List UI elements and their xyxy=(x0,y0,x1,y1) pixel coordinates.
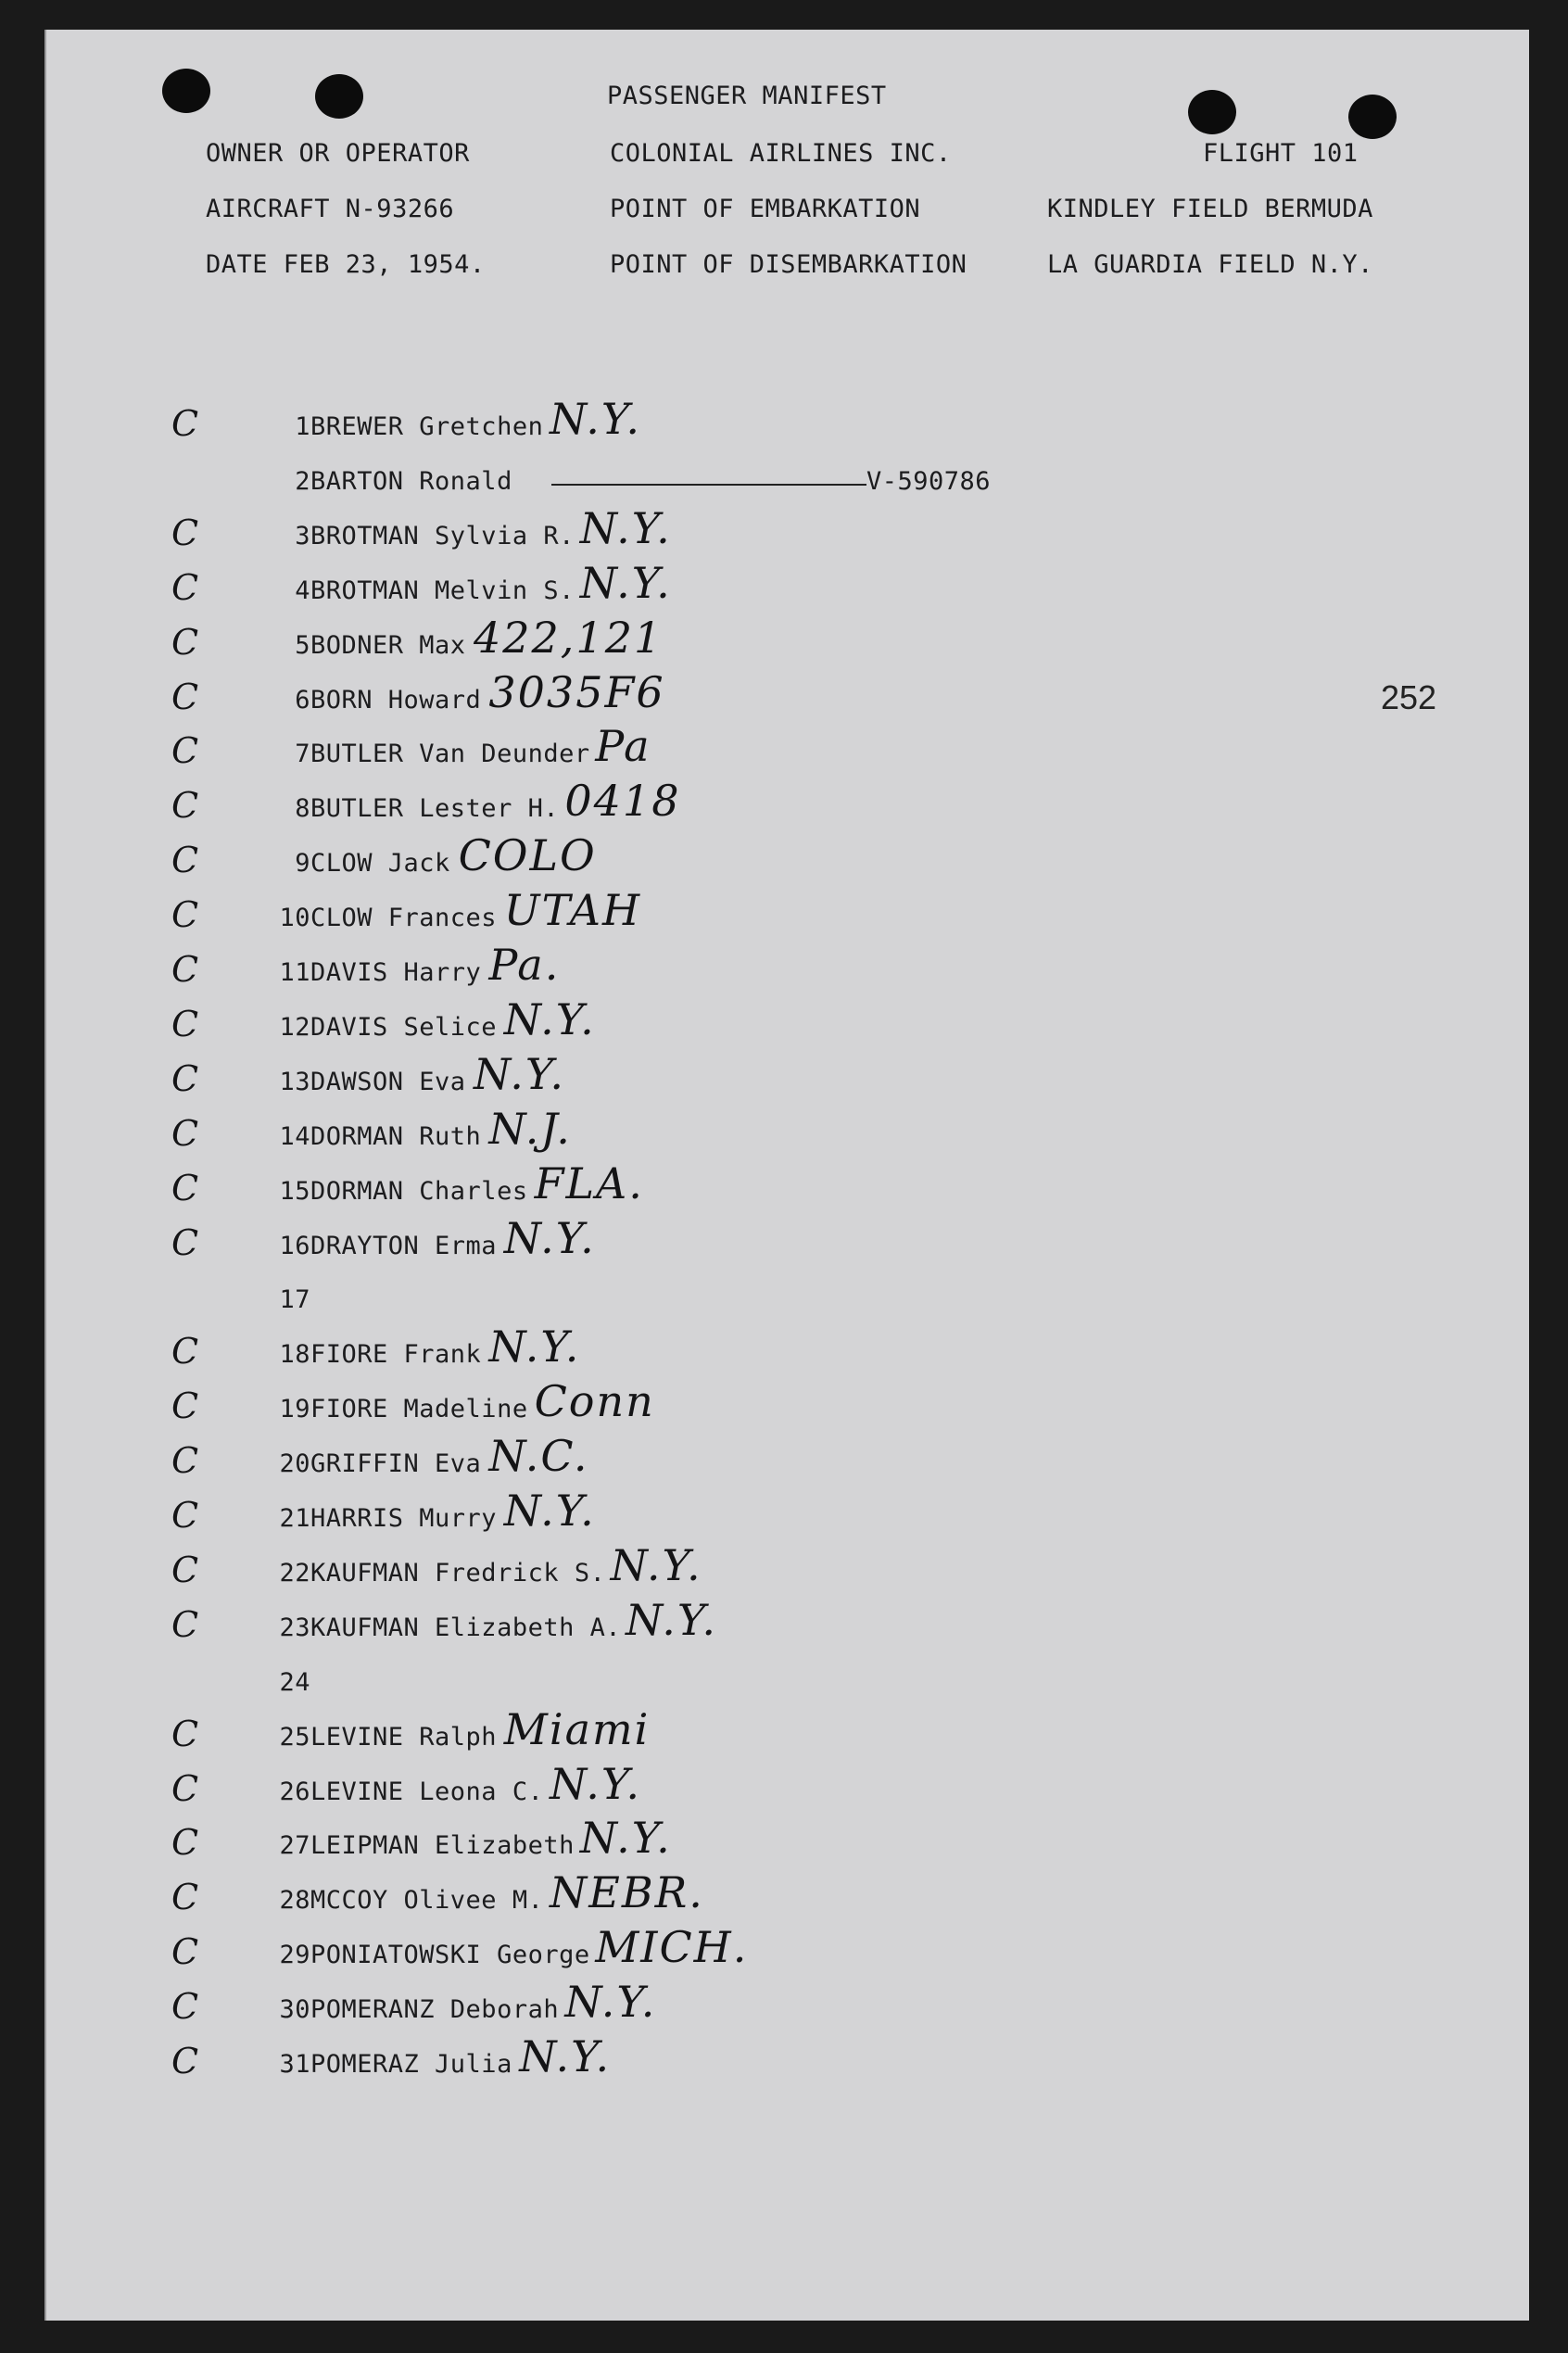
check-mark: C xyxy=(171,1167,199,1208)
punch-hole-right-2 xyxy=(1348,95,1397,139)
passenger-number: 31 xyxy=(279,2050,310,2079)
passenger-number: 25 xyxy=(279,1722,310,1752)
passenger-row xyxy=(46,1486,1529,1550)
passenger-row xyxy=(46,612,1529,677)
check-mark: C xyxy=(171,1986,199,2028)
passenger-name: HARRIS Murry xyxy=(310,1504,498,1533)
passenger-row xyxy=(46,557,1529,623)
passenger-row xyxy=(46,467,1529,513)
passenger-number: 30 xyxy=(279,1995,310,2025)
passenger-name: CLOW Frances xyxy=(310,904,498,933)
aircraft-label: AIRCRAFT N-93266 xyxy=(206,195,455,223)
handwritten-state: N.Y. xyxy=(550,1758,641,1809)
passenger-row xyxy=(46,1322,1529,1386)
passenger-name: BODNER Max xyxy=(310,630,466,660)
passenger-name: GRIFFIN Eva xyxy=(310,1449,482,1479)
check-mark: C xyxy=(171,785,199,827)
handwritten-state: 422,121 xyxy=(474,612,664,663)
passenger-number: 12 xyxy=(279,1012,310,1042)
passenger-number: 15 xyxy=(279,1176,310,1206)
passenger-number: 23 xyxy=(279,1613,310,1642)
passenger-row xyxy=(46,1103,1529,1169)
passenger-number: 2 xyxy=(295,466,310,496)
handwritten-state: N.Y. xyxy=(579,1813,672,1864)
check-mark: C xyxy=(171,1767,199,1809)
passenger-number: 24 xyxy=(279,1667,310,1697)
handwritten-state: N.J. xyxy=(488,1103,572,1154)
check-mark: C xyxy=(171,1877,199,1918)
handwritten-state: Miami xyxy=(503,1703,651,1754)
passenger-number: 7 xyxy=(295,740,310,769)
passenger-row xyxy=(46,1594,1529,1660)
passenger-row xyxy=(46,1285,1529,1332)
passenger-row xyxy=(46,830,1529,895)
manifest-page xyxy=(44,30,1529,2321)
passenger-name: BUTLER Van Deunder xyxy=(310,740,590,769)
passenger-name: POMERAZ Julia xyxy=(310,2050,512,2079)
passenger-name: LEIPMAN Elizabeth xyxy=(310,1831,575,1861)
handwritten-state: N.Y. xyxy=(564,1977,657,2028)
passenger-number: 4 xyxy=(295,576,310,605)
passenger-number: 18 xyxy=(279,1340,310,1370)
handwritten-state: MICH. xyxy=(595,1922,749,1973)
check-mark: C xyxy=(171,676,199,717)
punch-hole-left-1 xyxy=(162,69,210,113)
passenger-name: MCCOY Olivee M. xyxy=(310,1886,544,1916)
handwritten-state: N.C. xyxy=(488,1431,589,1482)
check-mark: C xyxy=(171,403,199,444)
passenger-row xyxy=(46,1922,1529,1987)
passenger-name: DORMAN Ruth xyxy=(310,1121,482,1151)
passenger-name: DAWSON Eva xyxy=(310,1067,466,1096)
passenger-name: LEVINE Ralph xyxy=(310,1722,498,1752)
handwritten-state: Pa. xyxy=(488,940,561,990)
check-mark: C xyxy=(171,1385,199,1427)
check-mark: C xyxy=(171,1549,199,1590)
passenger-number: 27 xyxy=(279,1831,310,1861)
check-mark: C xyxy=(171,1440,199,1482)
passenger-number: 22 xyxy=(279,1558,310,1588)
handwritten-state: Pa xyxy=(595,721,651,772)
check-mark: C xyxy=(171,949,199,990)
passenger-number: 3 xyxy=(295,521,310,550)
handwritten-state: Conn xyxy=(534,1376,655,1427)
passenger-number: 19 xyxy=(279,1395,310,1424)
handwritten-state: N.Y. xyxy=(474,1048,565,1099)
disembarkation-value: LA GUARDIA FIELD N.Y. xyxy=(1047,250,1373,279)
check-mark: C xyxy=(171,1057,199,1099)
check-mark: C xyxy=(171,1221,199,1263)
passenger-name: DRAYTON Erma xyxy=(310,1231,498,1260)
passenger-row xyxy=(46,1376,1529,1441)
check-mark: C xyxy=(171,1495,199,1536)
passenger-row xyxy=(46,940,1529,1005)
handwritten-state: 0418 xyxy=(564,776,681,827)
owner-label: OWNER OR OPERATOR xyxy=(206,139,470,168)
handwritten-state: COLO xyxy=(458,830,597,881)
passenger-name: PONIATOWSKI George xyxy=(310,1941,590,1970)
passenger-name: DAVIS Selice xyxy=(310,1012,498,1042)
punch-hole-left-2 xyxy=(315,74,363,119)
passenger-number: 26 xyxy=(279,1777,310,1806)
passenger-row xyxy=(46,502,1529,568)
passenger-row xyxy=(46,1158,1529,1223)
dash-line xyxy=(551,484,866,486)
passenger-row xyxy=(46,885,1529,950)
passenger-row xyxy=(46,1668,1529,1714)
handwritten-state: NEBR. xyxy=(550,1867,704,1918)
handwritten-state: N.Y. xyxy=(550,394,641,444)
passenger-row xyxy=(46,1758,1529,1824)
passenger-number: 9 xyxy=(295,849,310,879)
handwritten-state: N.Y. xyxy=(579,557,672,608)
passenger-number: 10 xyxy=(279,904,310,933)
date-label: DATE FEB 23, 1954. xyxy=(206,250,486,279)
manifest-title: PASSENGER MANIFEST xyxy=(607,82,887,110)
passenger-row xyxy=(46,1813,1529,1878)
check-mark: C xyxy=(171,840,199,881)
passenger-row xyxy=(46,776,1529,841)
passenger-name: LEVINE Leona C. xyxy=(310,1777,544,1806)
passenger-number: 5 xyxy=(295,630,310,660)
passenger-row xyxy=(46,666,1529,732)
passenger-number: 28 xyxy=(279,1886,310,1916)
check-mark: C xyxy=(171,566,199,608)
passenger-name: CLOW Jack xyxy=(310,849,450,879)
passenger-name: DAVIS Harry xyxy=(310,958,482,987)
passenger-number: 17 xyxy=(279,1285,310,1315)
passenger-number: 14 xyxy=(279,1121,310,1151)
passenger-row xyxy=(46,721,1529,786)
handwritten-state: N.Y. xyxy=(519,2031,612,2081)
embarkation-label: POINT OF EMBARKATION xyxy=(610,195,921,223)
passenger-row xyxy=(46,394,1529,459)
handwritten-state: N.Y. xyxy=(503,993,596,1044)
handwritten-state: UTAH xyxy=(503,885,642,936)
passenger-row xyxy=(46,1431,1529,1496)
handwritten-state: FLA. xyxy=(534,1158,644,1208)
check-mark: C xyxy=(171,730,199,772)
passenger-number: 11 xyxy=(279,958,310,987)
page-number: 252 xyxy=(1381,678,1437,716)
passenger-row xyxy=(46,1867,1529,1932)
passenger-visa-number: V-590786 xyxy=(866,466,992,496)
passenger-number: 29 xyxy=(279,1941,310,1970)
passenger-name: BARTON Ronald xyxy=(310,466,512,496)
passenger-name: BORN Howard xyxy=(310,685,482,715)
check-mark: C xyxy=(171,621,199,663)
passenger-name: FIORE Frank xyxy=(310,1340,482,1370)
passenger-row xyxy=(46,1212,1529,1278)
passenger-name: KAUFMAN Fredrick S. xyxy=(310,1558,606,1588)
check-mark: C xyxy=(171,1822,199,1864)
check-mark: C xyxy=(171,2041,199,2081)
passenger-row xyxy=(46,993,1529,1059)
check-mark: C xyxy=(171,1112,199,1154)
passenger-name: POMERANZ Deborah xyxy=(310,1995,560,2025)
passenger-row xyxy=(46,2031,1529,2096)
passenger-name: DORMAN Charles xyxy=(310,1176,528,1206)
flight-number: FLIGHT 101 xyxy=(1203,139,1359,168)
handwritten-state: 3035F6 xyxy=(488,666,665,717)
handwritten-state: N.Y. xyxy=(503,1212,596,1263)
passenger-number: 13 xyxy=(279,1067,310,1096)
passenger-name: BROTMAN Sylvia R. xyxy=(310,521,575,550)
check-mark: C xyxy=(171,1331,199,1373)
passenger-number: 8 xyxy=(295,794,310,824)
passenger-name: BREWER Gretchen xyxy=(310,412,544,441)
check-mark: C xyxy=(171,894,199,936)
passenger-name: BROTMAN Melvin S. xyxy=(310,576,575,605)
passenger-row xyxy=(46,1977,1529,2042)
passenger-row xyxy=(46,1048,1529,1114)
handwritten-state: N.Y. xyxy=(610,1539,702,1590)
check-mark: C xyxy=(171,512,199,553)
passenger-number: 20 xyxy=(279,1449,310,1479)
owner-value: COLONIAL AIRLINES INC. xyxy=(610,139,952,168)
passenger-number: 16 xyxy=(279,1231,310,1260)
check-mark: C xyxy=(171,1603,199,1645)
disembarkation-label: POINT OF DISEMBARKATION xyxy=(610,250,967,279)
handwritten-state: N.Y. xyxy=(503,1486,596,1536)
passenger-number: 6 xyxy=(295,685,310,715)
handwritten-state: N.Y. xyxy=(626,1594,717,1645)
check-mark: C xyxy=(171,1003,199,1044)
check-mark: C xyxy=(171,1713,199,1754)
passenger-number: 21 xyxy=(279,1504,310,1533)
punch-hole-right-1 xyxy=(1188,90,1236,134)
passenger-name: FIORE Madeline xyxy=(310,1395,528,1424)
embarkation-value: KINDLEY FIELD BERMUDA xyxy=(1047,195,1373,223)
handwritten-state: N.Y. xyxy=(488,1322,581,1373)
check-mark: C xyxy=(171,1931,199,1973)
passenger-row xyxy=(46,1539,1529,1605)
passenger-row xyxy=(46,1703,1529,1769)
passenger-name: BUTLER Lester H. xyxy=(310,794,560,824)
handwritten-state: N.Y. xyxy=(579,502,672,553)
passenger-number: 1 xyxy=(295,412,310,441)
passenger-name: KAUFMAN Elizabeth A. xyxy=(310,1613,622,1642)
